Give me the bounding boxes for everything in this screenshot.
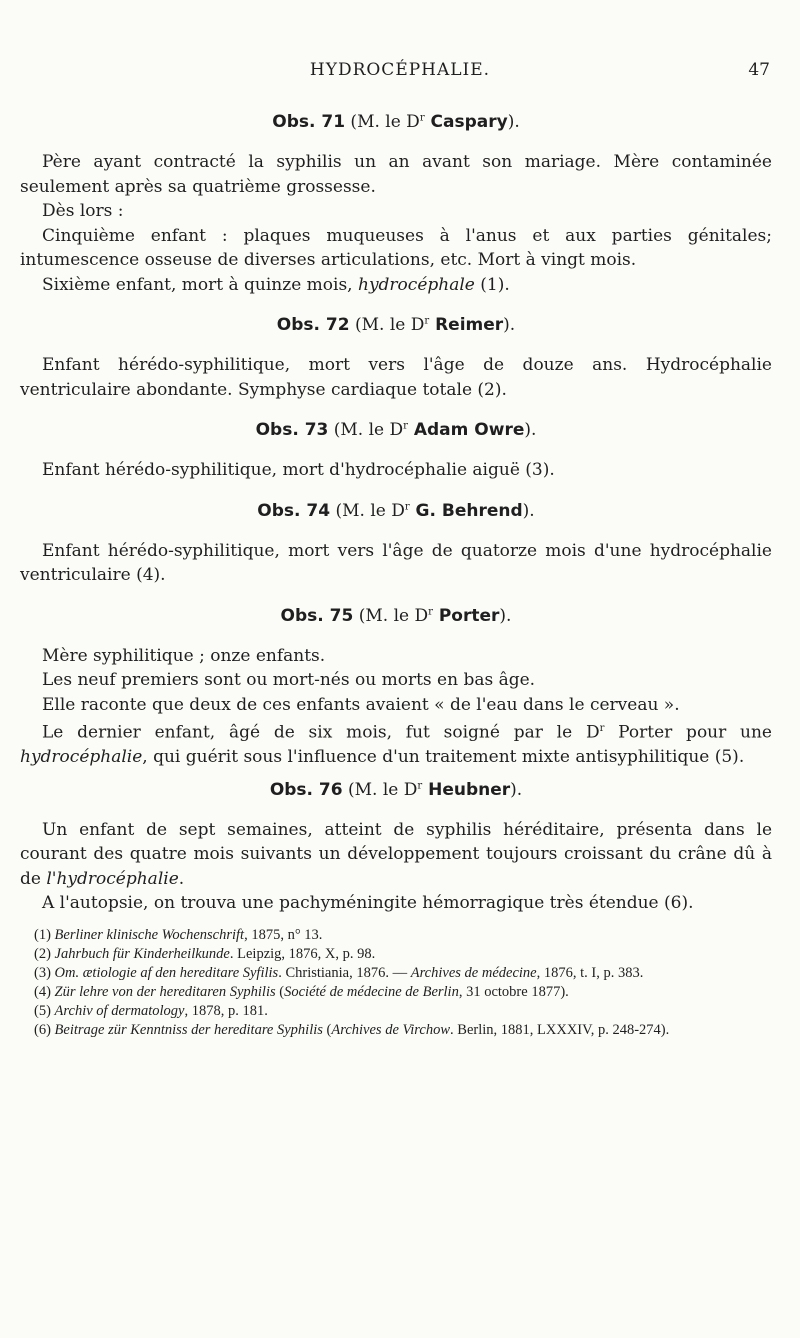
citation-detail: , 31 octobre 1877). [458, 983, 569, 1000]
obs-71-paragraph-1: Père ayant contracté la syphilis un an avant son mariage. Mère contaminée seulement après sa quatrième grossesse. [20, 152, 772, 197]
citation-title: Beitrage zür Kenntniss der hereditare Syphilis [54, 1021, 323, 1038]
obs-73-paragraph-1: Enfant hérédo-syphilitique, mort d'hydrocéphalie aiguë (3). [42, 460, 555, 480]
text-run: (1). [474, 274, 510, 295]
obs-prefix: (M. le D [349, 315, 425, 335]
obs-71-paragraph-4 [20, 273, 772, 298]
obs-number: Obs. 71 [272, 112, 346, 132]
obs-75-paragraph-2: Les neuf premiers sont ou mort-nés ou morts en bas âge. [42, 670, 536, 690]
obs-close: ). [522, 500, 535, 521]
citation-detail: ( [322, 1021, 332, 1038]
obs-prefix: (M. le D [330, 500, 405, 521]
citation-detail: , 1878, p. 181. [184, 1002, 268, 1019]
footnote-number: (2) [34, 945, 55, 962]
text-run: . [178, 868, 185, 889]
text-run: Sixième enfant, mort à quinze mois, [42, 274, 358, 295]
citation-title: Berliner klinische Wochenschrift [54, 926, 245, 943]
obs-prefix: (M. le D [345, 112, 420, 132]
footnote-4 [20, 983, 772, 1002]
citation-detail: . Christiania, 1876. — [278, 964, 411, 981]
obs-doctor: Adam Owre [407, 420, 525, 440]
citation-detail: , 1875, n° 13. [244, 926, 323, 943]
footnotes [20, 926, 772, 1040]
obs-sup: r [403, 420, 408, 432]
obs-76-paragraph-2: A l'autopsie, on trouva une pachyméningite hémorragique très étendue (6). [42, 893, 694, 914]
running-title: HYDROCÉPHALIE. [309, 60, 491, 80]
obs-close: ). [503, 315, 516, 335]
footnote-1 [20, 926, 772, 945]
obs-75-heading [20, 606, 772, 626]
italic-term: hydrocéphale [358, 274, 475, 295]
obs-prefix: (M. le D [353, 605, 429, 626]
obs-sup: r [404, 500, 410, 512]
citation-title: Société de médecine de Berlin [284, 983, 459, 1000]
obs-74-heading [20, 501, 772, 521]
obs-number: Obs. 76 [269, 779, 343, 800]
citation-detail: ( [275, 983, 285, 1000]
obs-72-paragraph-1: Enfant hérédo-syphilitique, mort vers l'âge de douze ans. Hydrocéphalie ventriculaire abondante. Symphyse cardiaque totale (2). [20, 355, 772, 400]
citation-title: Zür lehre von der hereditaren Syphilis [54, 983, 276, 1000]
obs-71-paragraph-3: Cinquième enfant : plaques muqueuses à l'anus et aux parties génitales; intumescence osseuse de diverses articulations, etc. Mort à vingt mois. [20, 225, 772, 270]
obs-prefix: (M. le D [328, 420, 404, 440]
footnote-2 [20, 945, 772, 964]
obs-75-paragraph-3: Elle raconte que deux de ces enfants avaient « de l'eau dans le cerveau ». [42, 694, 680, 715]
page-header [0, 60, 800, 90]
obs-close: ). [510, 779, 523, 800]
citation-detail: . Leipzig, 1876, X, p. 98. [229, 945, 376, 962]
obs-close: ). [507, 112, 520, 132]
obs-doctor: Heubner [422, 779, 511, 800]
text-run: Un enfant de sept semaines, atteint de syphilis héréditaire, présenta dans le courant des quatre mois suivants un développement toujours croissant du crâne dû à de [20, 819, 772, 889]
italic-term: hydrocéphalie [20, 747, 143, 768]
footnote-3 [20, 964, 772, 983]
obs-doctor: Porter [432, 605, 500, 626]
obs-close: ). [499, 605, 512, 626]
obs-sup: r [417, 780, 423, 791]
text-run: Porter pour une [604, 722, 772, 743]
citation-detail: . Berlin, 1881, LXXXIV, p. 248-274). [450, 1021, 670, 1038]
page-number: 47 [748, 60, 770, 80]
text-run: Le dernier enfant, âgé de six mois, fut soigné par le D [42, 722, 600, 743]
obs-sup: r [424, 315, 430, 327]
obs-75-paragraph-4 [20, 717, 772, 770]
obs-prefix: (M. le D [342, 779, 418, 800]
footnote-number: (4) [34, 983, 55, 1000]
obs-close: ). [524, 420, 537, 440]
footnote-number: (3) [34, 964, 55, 981]
citation-detail: , 1876, t. I, p. 383. [536, 964, 644, 981]
obs-sup: r [419, 112, 425, 124]
citation-title: Jahrbuch für Kinderheilkunde [54, 945, 230, 962]
obs-sup: r [428, 605, 433, 617]
obs-number: Obs. 74 [257, 500, 331, 521]
citation-title: Archives de Virchow [331, 1021, 451, 1038]
obs-number: Obs. 75 [280, 605, 354, 626]
italic-term: l'hydrocéphalie [46, 868, 179, 889]
page-body [20, 112, 772, 1040]
citation-title: Archives de médecine [410, 964, 537, 981]
obs-74-paragraph-1: Enfant hérédo-syphilitique, mort vers l'âge de quatorze mois d'une hydrocéphalie ventriculaire (4). [20, 540, 772, 585]
obs-75-paragraph-1: Mère syphilitique ; onze enfants. [42, 645, 326, 666]
obs-number: Obs. 72 [276, 315, 350, 335]
footnote-5 [20, 1002, 772, 1021]
footnote-number: (6) [34, 1021, 55, 1038]
obs-76-heading [20, 780, 772, 800]
obs-number: Obs. 73 [255, 420, 329, 440]
sup-r: r [599, 723, 605, 734]
obs-doctor: Reimer [429, 315, 504, 335]
obs-73-heading [20, 420, 772, 440]
obs-doctor: Caspary [424, 112, 508, 132]
obs-72-heading [20, 315, 772, 335]
footnote-number: (1) [34, 926, 55, 943]
obs-71-paragraph-2: Dès lors : [42, 201, 124, 221]
footnote-6 [20, 1021, 772, 1040]
text-run: , qui guérit sous l'influence d'un traitement mixte antisyphilitique (5). [142, 747, 745, 768]
footnote-number: (5) [34, 1002, 55, 1019]
citation-title: Archiv of dermatology [54, 1002, 185, 1019]
obs-71-heading [20, 112, 772, 132]
obs-76-paragraph-1 [20, 818, 772, 892]
obs-doctor: G. Behrend [409, 500, 523, 521]
citation-title: Om. ætiologie af den hereditare Syfilis [54, 964, 279, 981]
